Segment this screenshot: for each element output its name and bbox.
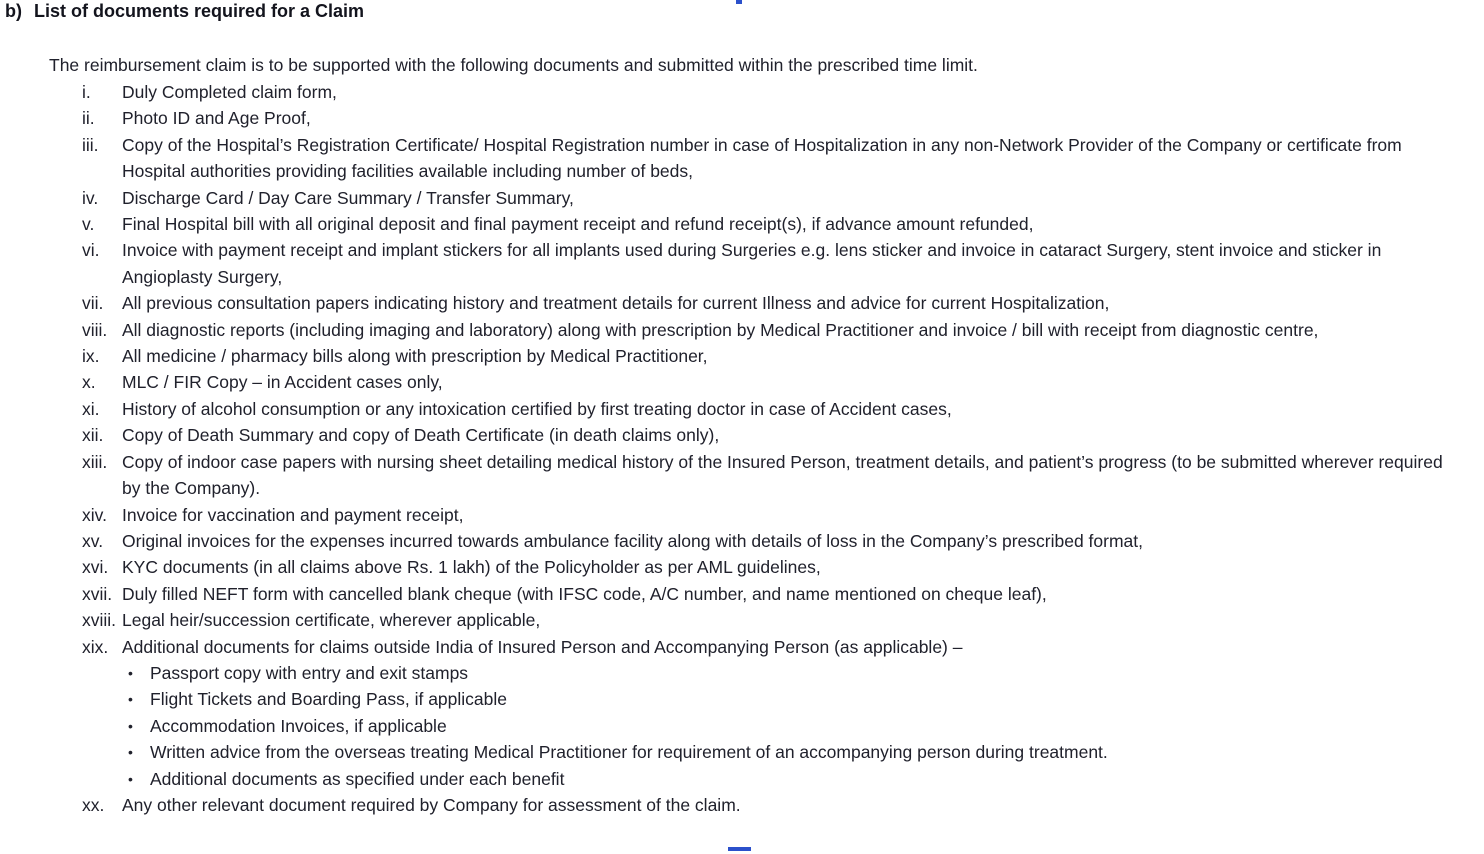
bullet-item-text: Flight Tickets and Boarding Pass, if applicable xyxy=(150,689,507,710)
list-item-text: Any other relevant document required by Company for assessment of the claim. xyxy=(122,794,741,815)
bullet-icon: • xyxy=(128,717,133,734)
list-item-text: Duly filled NEFT form with cancelled blank cheque (with IFSC code, A/C number, and name mentioned on cheque leaf), xyxy=(122,583,1047,604)
list-item-text: Duly Completed claim form, xyxy=(122,82,337,102)
list-item-text: Invoice with payment receipt and implant stickers for all implants used during Surgeries e.g. lens sticker and invoice in cataract Surgery, stent invoice and sticker in Angioplasty Surgery, xyxy=(122,240,1382,287)
list-item xyxy=(82,554,1460,580)
list-item-numeral: xvi. xyxy=(82,557,109,578)
documents-list xyxy=(82,79,1460,818)
list-item-numeral: xii. xyxy=(82,425,104,446)
list-item xyxy=(82,343,1460,369)
bullet-item xyxy=(82,766,1460,792)
bullet-item-text: Additional documents as specified under each benefit xyxy=(150,768,565,789)
list-item-numeral: x. xyxy=(82,372,96,393)
list-item-numeral: v. xyxy=(82,214,95,235)
section-heading-prefix: b) xyxy=(5,1,22,21)
list-item xyxy=(82,634,1460,660)
list-item-text: Original invoices for the expenses incurred towards ambulance facility along with details of loss in the Company’s prescribed format, xyxy=(122,530,1144,551)
list-item xyxy=(82,290,1460,316)
list-item-numeral: iii. xyxy=(82,134,99,155)
list-item-text: Copy of indoor case papers with nursing sheet detailing medical history of the Insured Person, treatment details, and patient’s progress (to be submitted wherever required by the Company). xyxy=(122,451,1443,499)
list-item-text: MLC / FIR Copy – in Accident cases only, xyxy=(122,372,443,393)
list-item-numeral: xvii. xyxy=(82,583,113,604)
list-item xyxy=(82,607,1460,633)
bullet-item xyxy=(82,739,1460,765)
list-item-text: All medicine / pharmacy bills along with prescription by Medical Practitioner, xyxy=(122,346,708,367)
list-item xyxy=(82,185,1460,211)
list-item-text: Photo ID and Age Proof, xyxy=(122,108,311,129)
list-item xyxy=(82,211,1460,237)
list-item-text: All previous consultation papers indicating history and treatment details for current Illness and advice for current Hospitalization, xyxy=(122,293,1110,314)
bullet-icon: • xyxy=(128,744,133,761)
list-item-numeral: iv. xyxy=(82,187,99,208)
bullet-item-text: Accommodation Invoices, if applicable xyxy=(150,715,447,736)
list-item-numeral: xiii. xyxy=(82,451,108,472)
list-item-numeral: xx. xyxy=(82,794,105,815)
list-item xyxy=(82,528,1460,554)
blue-underline-mark xyxy=(728,847,751,851)
list-item-numeral: viii. xyxy=(82,319,108,340)
list-item xyxy=(82,502,1460,528)
list-item xyxy=(82,317,1460,343)
list-item-numeral: xviii. xyxy=(82,610,117,631)
section-heading xyxy=(5,1,364,22)
bullet-icon: • xyxy=(128,770,133,787)
list-item-numeral: vi. xyxy=(82,240,100,261)
list-item-text: Copy of the Hospital’s Registration Certificate/ Hospital Registration number in case of Hospitalization in any non-Network Provider of the Company or certificate from Hospital authorities providing facilities available including number of beds, xyxy=(122,134,1402,182)
list-item-numeral: xiv. xyxy=(82,504,107,525)
list-item-numeral: i. xyxy=(82,82,91,102)
list-item xyxy=(82,396,1460,422)
bullet-item xyxy=(82,660,1460,686)
list-item-numeral: vii. xyxy=(82,293,104,314)
bullet-item xyxy=(82,686,1460,712)
list-item-numeral: ii. xyxy=(82,108,95,129)
bullet-item-text: Passport copy with entry and exit stamps xyxy=(150,662,469,683)
list-item-text: All diagnostic reports (including imaging and laboratory) along with prescription by Medical Practitioner and invoice / bill with receipt from diagnostic centre, xyxy=(122,319,1319,340)
list-item xyxy=(82,369,1460,395)
list-item xyxy=(82,132,1460,185)
list-item xyxy=(82,105,1460,131)
list-item-text: History of alcohol consumption or any intoxication certified by first treating doctor in case of Accident cases, xyxy=(122,398,952,419)
bullet-icon: • xyxy=(128,664,133,681)
section-heading-text: List of documents required for a Claim xyxy=(34,1,365,21)
bullet-icon: • xyxy=(128,691,133,708)
list-item xyxy=(82,581,1460,607)
intro-paragraph: The reimbursement claim is to be supported with the following documents and submitted within the prescribed time limit. xyxy=(49,55,978,75)
list-item xyxy=(82,422,1460,448)
list-item-text: Additional documents for claims outside India of Insured Person and Accompanying Person (as applicable) – xyxy=(122,636,963,657)
clipped-text-fragment xyxy=(736,0,742,4)
list-item-text: Legal heir/succession certificate, wherever applicable, xyxy=(122,610,541,631)
bullet-item-text: Written advice from the overseas treating Medical Practitioner for requirement of an accompanying person during treatment. xyxy=(150,742,1108,763)
list-item-text: Final Hospital bill with all original deposit and final payment receipt and refund receipt(s), if advance amount refunded, xyxy=(122,214,1034,235)
list-item-numeral: xv. xyxy=(82,530,104,551)
list-item xyxy=(82,79,1460,105)
list-item-text: Discharge Card / Day Care Summary / Transfer Summary, xyxy=(122,187,574,208)
bullet-item xyxy=(82,713,1460,739)
list-item-text: Invoice for vaccination and payment receipt, xyxy=(122,504,464,525)
list-item-numeral: xi. xyxy=(82,398,100,419)
list-item-numeral: ix. xyxy=(82,346,100,367)
list-item-numeral: xix. xyxy=(82,636,109,657)
list-item xyxy=(82,792,1460,818)
list-item xyxy=(82,237,1460,290)
list-item xyxy=(82,449,1460,502)
list-item-text: Copy of Death Summary and copy of Death Certificate (in death claims only), xyxy=(122,425,720,446)
list-item-text: KYC documents (in all claims above Rs. 1 lakh) of the Policyholder as per AML guidelines, xyxy=(122,557,821,578)
